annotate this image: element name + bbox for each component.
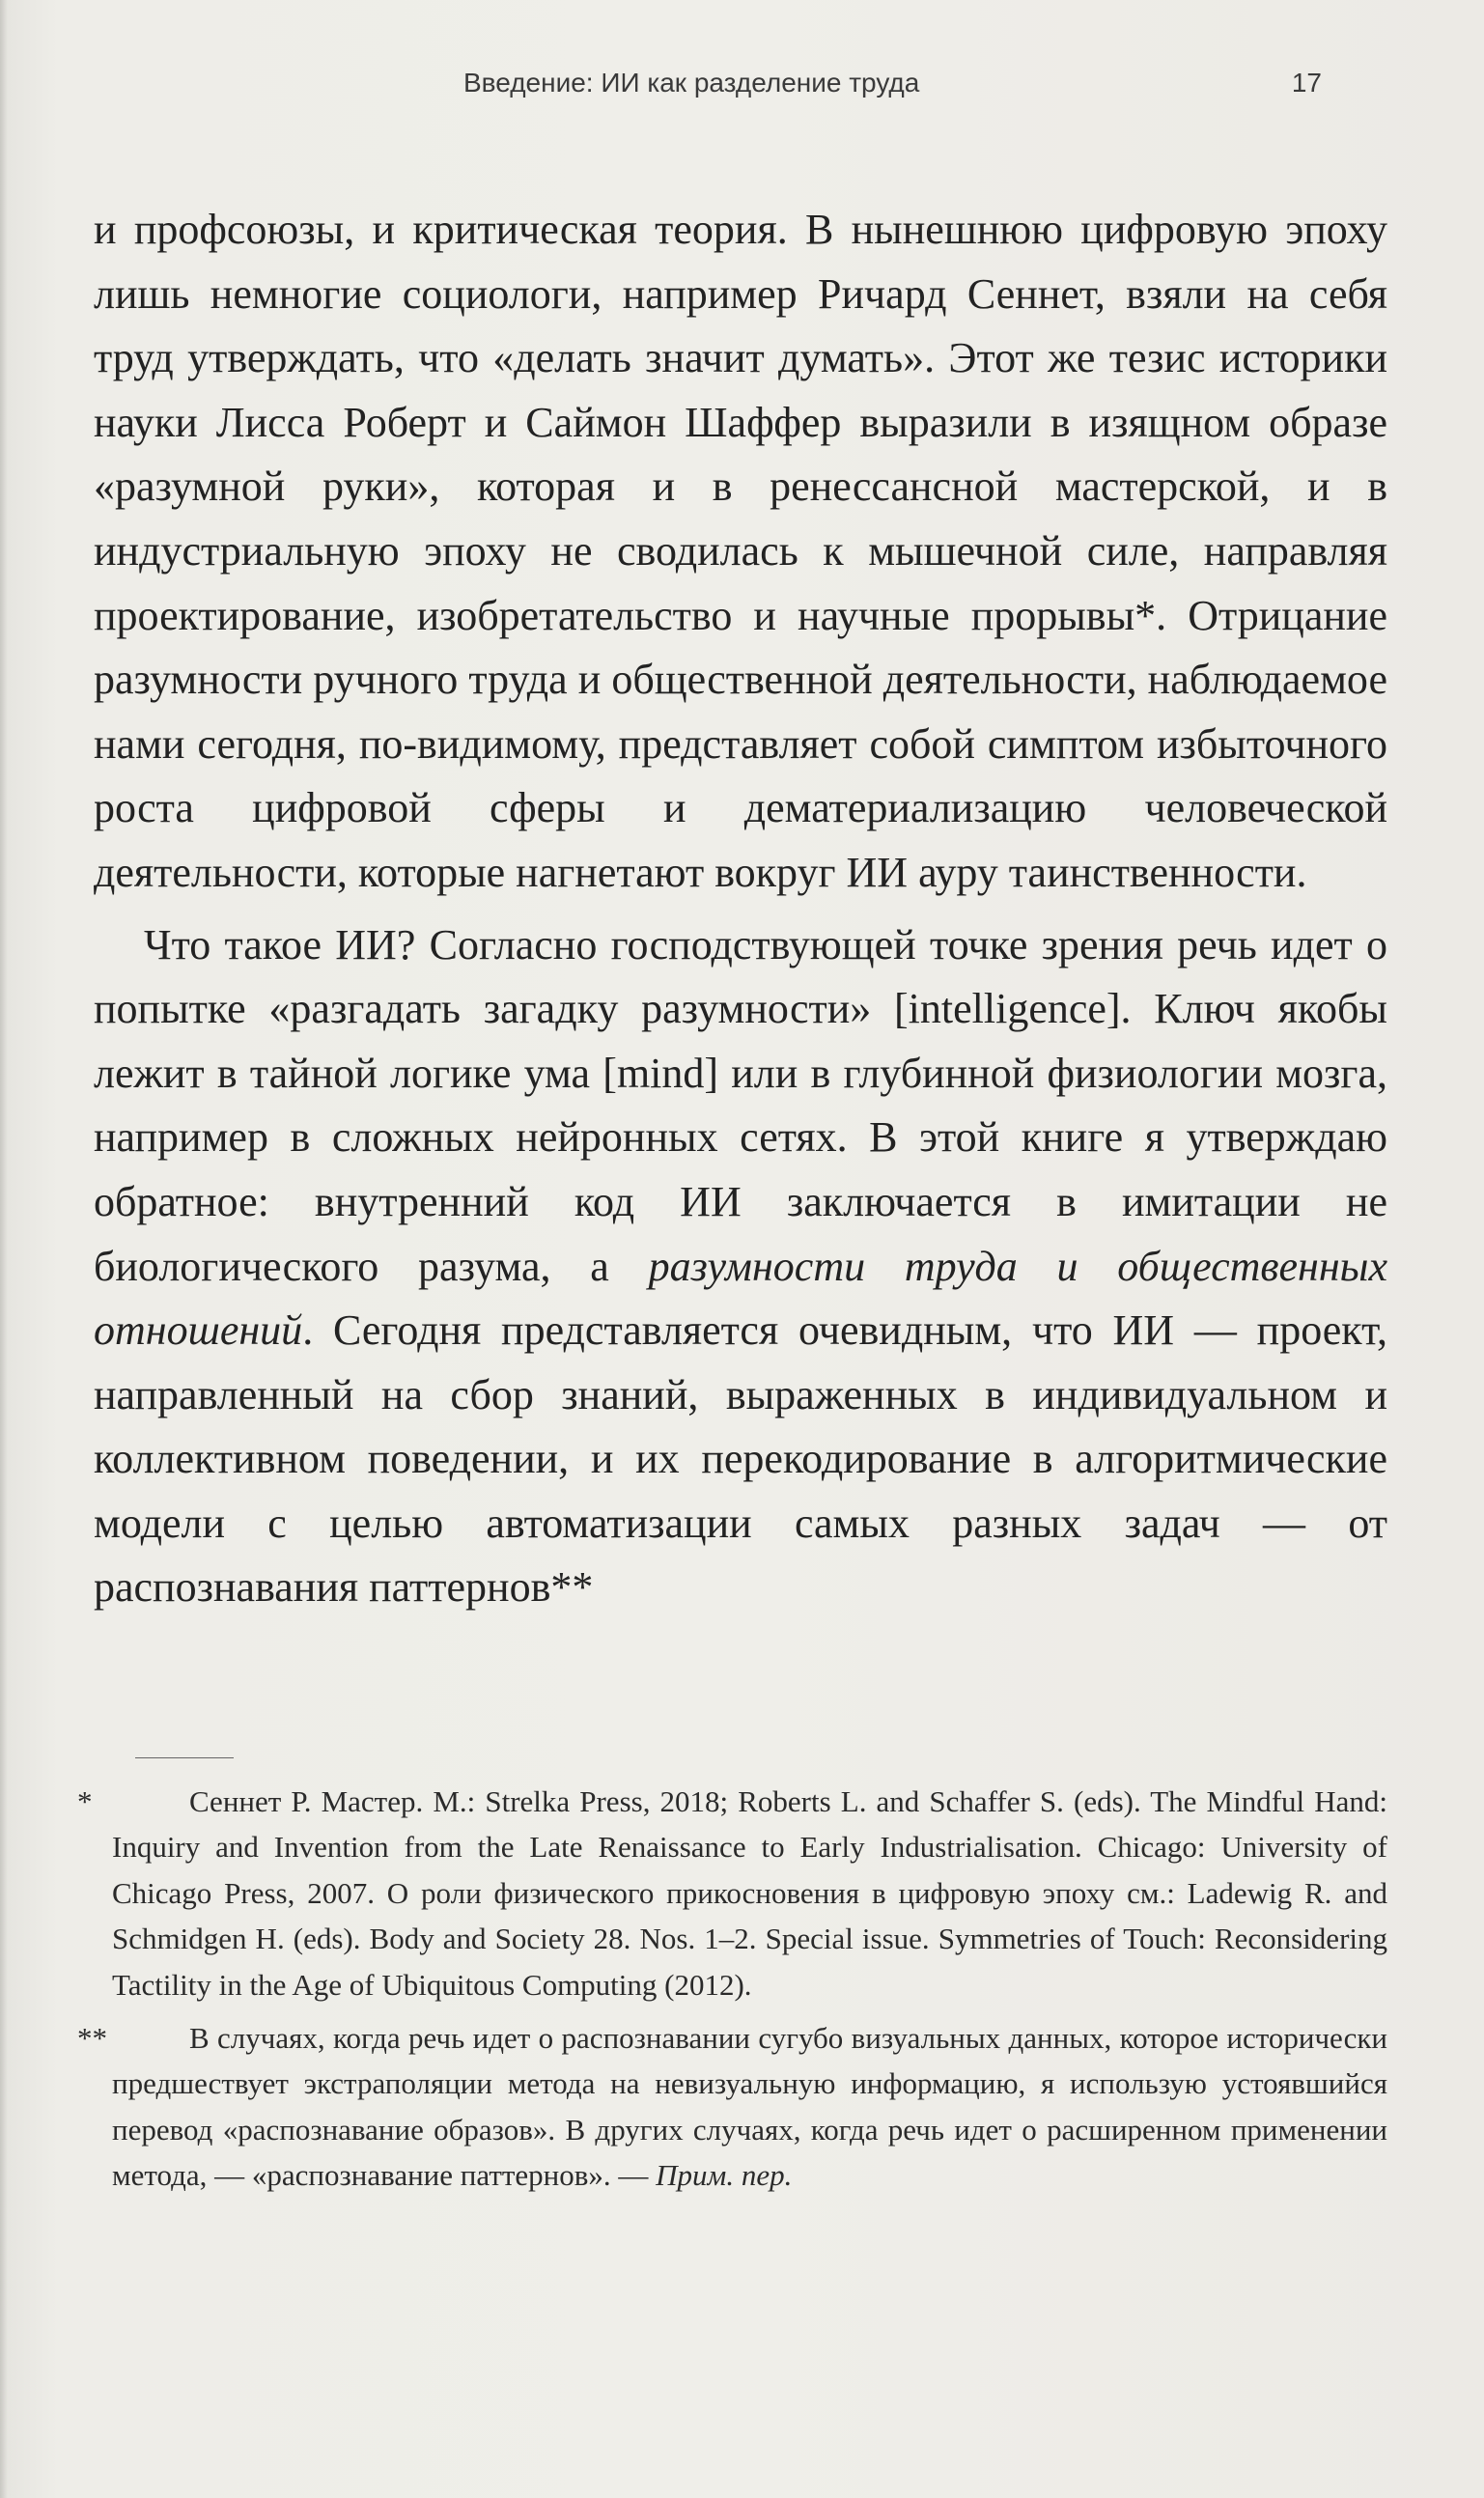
running-head-title: Введение: ИИ как разделение труда bbox=[463, 68, 920, 98]
footnote-2 bbox=[77, 2015, 1387, 2199]
paragraph-1: и профсоюзы, и критическая теория. В нынешнюю цифровую эпоху лишь немногие социологи, например Ричард Сеннет, взяли на себя труд утверждать, что «делать значит думать». Этот же тезис историки науки Лисса Роберт и Саймон Шаффер выразили в изящном образе «разумной руки», которая и в ренессансной мастерской, и в индустриальную эпоху не сводилась к мышечной силе, направляя проектирование, изобретательство и научные прорывы*. Отрицание разумности ручного труда и общественной деятельности, наблюдаемое нами сегодня, по-видимому, представляет собой симптом избыточного роста цифровой сферы и дематериализацию человеческой деятельности, которые нагнетают вокруг ИИ ауру таинственности. bbox=[94, 206, 1387, 896]
footnote-1 bbox=[77, 1779, 1387, 2007]
footnote-separator bbox=[135, 1757, 234, 1758]
paragraph-2 bbox=[94, 913, 1387, 1621]
paragraph-2-emphasis: разумности труда и общественных отношений bbox=[94, 1242, 1387, 1355]
paragraph-2-start: Что такое ИИ? Согласно господствующей точке зрения речь идет о попытке «разгадать загадку разумности» [intelligence]. Ключ якобы лежит в тайной логике ума [mind] или в глубинной физиологии мозга, например в сложных нейронных сетях. В этой книге я утверждаю обратное: внутренний код ИИ заключается в имитации не биологического разума, а bbox=[94, 920, 1387, 1290]
paragraph-2-end: . Сегодня представляется очевидным, что ИИ — проект, направленный на сбор знаний, выраженных в индивидуальном и коллективном поведении, и их перекодирование в алгоритмические модели с целью автоматизации самых разных задач — от распознавания паттернов** bbox=[94, 1306, 1387, 1612]
footnote-2-translator-note: Прим. пер. bbox=[656, 2158, 793, 2193]
footnote-1-text: Сеннет Р. Мастер. М.: Strelka Press, 2018; Roberts L. and Schaffer S. (eds). The Mindful Hand: Inquiry and Invention from the Late Renaissance to Early Industrialisation. Chicago: University of Chicago Press, 2007. О роли физического прикосновения в цифровую эпоху см.: Ladewig R. and Schmidgen H. (eds). Body and Society 28. Nos. 1–2. Special issue. Symmetries of Touch: Reconsidering Tactility in the Age of Ubiquitous Computing (2012). bbox=[112, 1784, 1387, 2002]
page-number: 17 bbox=[1291, 68, 1322, 98]
main-text bbox=[94, 198, 1387, 1620]
footnote-2-text: В случаях, когда речь идет о распознавании сугубо визуальных данных, которое исторически предшествует экстраполяции метода на невизуальную информацию, я использую устоявшийся перевод «распознавание образов». В других случаях, когда речь идет о расширенном применении метода, — «распознавание паттернов». — bbox=[112, 2021, 1387, 2193]
footnotes bbox=[77, 1779, 1387, 2206]
footnote-1-mark: * bbox=[77, 1784, 93, 1818]
running-head bbox=[97, 68, 1387, 106]
footnote-2-mark: ** bbox=[77, 2021, 107, 2056]
footnote-2-body bbox=[112, 2015, 1387, 2199]
